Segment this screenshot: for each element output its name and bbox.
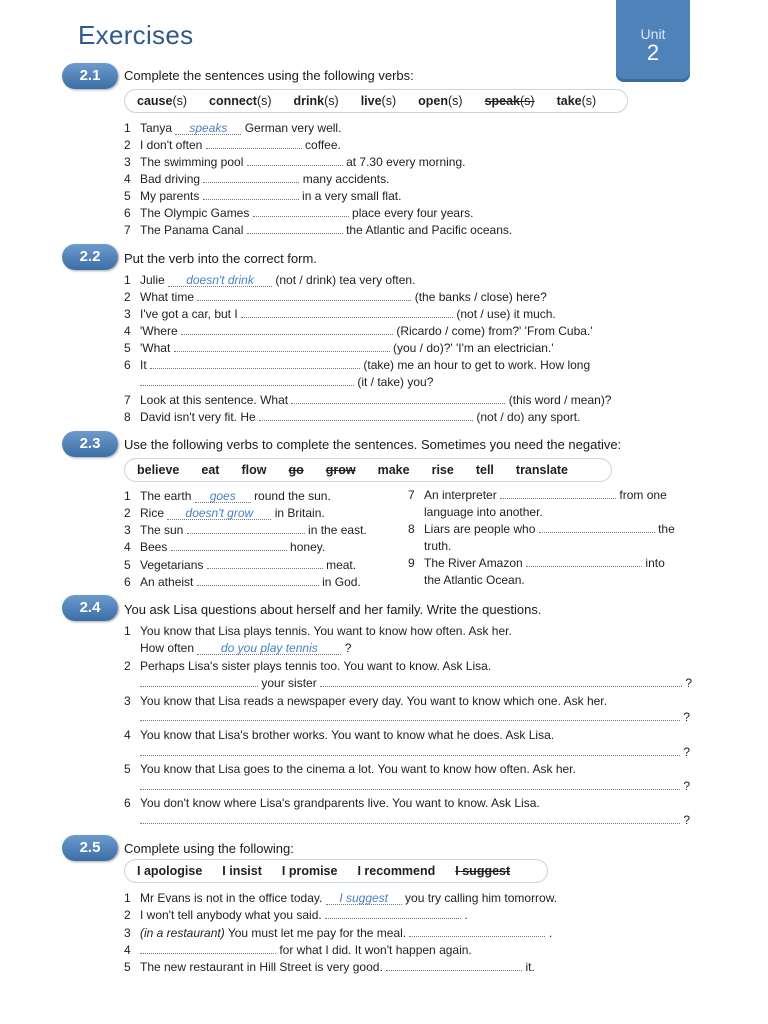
blank-line[interactable] xyxy=(140,779,680,790)
exercise-line: 1 The earth goes round the sun. xyxy=(124,489,331,503)
exercise-line: 3 The swimming pool at 7.30 every morning. xyxy=(124,155,466,169)
page-title: Exercises xyxy=(78,20,194,50)
exercise-line: 6 The Olympic Games place every four years. xyxy=(124,206,474,220)
exercise-line: (it / take) you? xyxy=(124,375,433,389)
answer-text: do you play tennis xyxy=(197,642,341,655)
blank-line[interactable] xyxy=(386,960,522,971)
exercise-line-answer: ? xyxy=(124,745,690,759)
verb-word: drink(s) xyxy=(293,94,339,108)
blank-line[interactable] xyxy=(140,375,354,386)
exercise-line: 6 An atheist in God. xyxy=(124,575,361,589)
verb-box-2-3 xyxy=(124,458,612,482)
exercise-line-cont: truth. xyxy=(424,539,452,553)
exercise-line: 7 An interpreter from one xyxy=(408,488,667,502)
exercise-line: 7 The Panama Canal the Atlantic and Pacific oceans. xyxy=(124,223,513,237)
blank-line[interactable] xyxy=(187,523,305,534)
exercise-line: 2 What time (the banks / close) here? xyxy=(124,290,547,304)
blank-line[interactable] xyxy=(325,908,461,919)
exercise-badge-2-4: 2.4 xyxy=(62,595,118,621)
verb-word: translate xyxy=(515,463,569,477)
exercise-badge-2-2: 2.2 xyxy=(62,244,118,270)
exercise-line: 4 You know that Lisa's brother works. You want to know what he does. Ask Lisa. xyxy=(124,728,555,742)
blank-line[interactable] xyxy=(140,676,258,687)
exercise-line: 2 Rice doesn't grow in Britain. xyxy=(124,506,325,520)
exercise-line: 3 You know that Lisa reads a newspaper every day. You want to know which one. Ask her. xyxy=(124,694,607,708)
verb-word: connect(s) xyxy=(209,94,272,108)
exercise-line: 2 I don't often coffee. xyxy=(124,138,341,152)
verb-word: rise xyxy=(431,463,454,477)
phrase-word: I promise xyxy=(281,864,338,878)
exercise-line: 6 It (take) me an hour to get to work. How long xyxy=(124,358,591,372)
exercise-badge-2-5: 2.5 xyxy=(62,835,118,861)
blank-line[interactable] xyxy=(140,745,680,756)
exercise-line: 4 Bad driving many accidents. xyxy=(124,172,390,186)
blank-line[interactable] xyxy=(197,575,319,586)
blank-line[interactable] xyxy=(140,943,276,954)
blank-line[interactable] xyxy=(253,206,349,217)
exercise-line: 5 My parents in a very small flat. xyxy=(124,189,402,203)
exercise-line: 1 Mr Evans is not in the office today. I suggest you try calling him tomorrow. xyxy=(124,891,558,905)
verb-word: cause(s) xyxy=(137,94,188,108)
blank-line[interactable] xyxy=(203,172,299,183)
blank-line[interactable] xyxy=(197,290,411,301)
blank-line[interactable] xyxy=(171,540,287,551)
verb-word: take(s) xyxy=(556,94,597,108)
exercise-badge-2-1: 2.1 xyxy=(62,63,118,89)
blank-line[interactable] xyxy=(409,926,545,937)
answer-text: speaks xyxy=(175,122,241,135)
answer-text: doesn't grow xyxy=(167,507,271,520)
phrase-word-used: I suggest xyxy=(455,864,511,878)
blank-line[interactable] xyxy=(291,393,505,404)
verb-word: live(s) xyxy=(360,94,397,108)
instruction-2-1: Complete the sentences using the following verbs: xyxy=(124,68,414,83)
verb-word: flow xyxy=(241,463,267,477)
exercise-line: 2 I won't tell anybody what you said. . xyxy=(124,908,468,922)
instruction-2-2: Put the verb into the correct form. xyxy=(124,251,317,266)
exercise-line-answer: ? xyxy=(124,710,690,724)
exercise-line: 5 'What (you / do)?' 'I'm an electrician.' xyxy=(124,341,554,355)
verb-word: eat xyxy=(201,463,220,477)
exercise-line: 1 Tanya speaks German very well. xyxy=(124,121,342,135)
exercise-line: 3 (in a restaurant) You must let me pay for the meal. . xyxy=(124,926,553,940)
unit-label: Unit xyxy=(640,26,666,42)
blank-line[interactable] xyxy=(320,676,682,687)
unit-number: 2 xyxy=(646,40,660,65)
exercise-line: 8 David isn't very fit. He (not / do) any sport. xyxy=(124,410,581,424)
exercise-line: 5 The new restaurant in Hill Street is very good. it. xyxy=(124,960,535,974)
blank-line[interactable] xyxy=(174,341,390,352)
blank-line[interactable] xyxy=(259,410,473,421)
verb-word-used: speak(s) xyxy=(484,94,535,108)
blank-line[interactable] xyxy=(247,155,343,166)
blank-line[interactable] xyxy=(206,138,302,149)
exercise-line: 2 Perhaps Lisa's sister plays tennis too. You want to know. Ask Lisa. xyxy=(124,659,492,673)
blank-line[interactable] xyxy=(539,522,655,533)
verb-word: tell xyxy=(475,463,494,477)
exercise-line: 4 'Where (Ricardo / come) from?' 'From Cuba.' xyxy=(124,324,593,338)
exercise-line: 5 Vegetarians meat. xyxy=(124,558,357,572)
answer-text: I suggest xyxy=(326,892,402,905)
phrase-box-2-5 xyxy=(124,859,548,883)
exercise-line-cont: the Atlantic Ocean. xyxy=(424,573,525,587)
verb-word-used: grow xyxy=(325,463,356,477)
exercise-line: 5 You know that Lisa goes to the cinema a lot. You want to know how often. Ask her. xyxy=(124,762,576,776)
phrase-word: I recommend xyxy=(357,864,436,878)
blank-line[interactable] xyxy=(150,358,360,369)
phrase-word: I apologise xyxy=(137,864,203,878)
verb-word: make xyxy=(377,463,410,477)
blank-line[interactable] xyxy=(140,710,680,721)
exercise-line: 3 I've got a car, but I (not / use) it much. xyxy=(124,307,556,321)
exercise-line-answer: your sister ? xyxy=(124,676,692,690)
blank-line[interactable] xyxy=(241,307,453,318)
instruction-2-4: You ask Lisa questions about herself and her family. Write the questions. xyxy=(124,602,542,617)
blank-line[interactable] xyxy=(526,556,642,567)
unit-tab xyxy=(616,0,690,82)
blank-line[interactable] xyxy=(181,324,393,335)
exercise-line: 4 Bees honey. xyxy=(124,540,326,554)
phrase-word: I insist xyxy=(222,864,262,878)
exercise-line: 8 Liars are people who the xyxy=(408,522,675,536)
exercise-line: 4 for what I did. It won't happen again. xyxy=(124,943,472,957)
answer-text: doesn't drink xyxy=(168,274,272,287)
verb-word: believe xyxy=(137,463,180,477)
instruction-2-5: Complete using the following: xyxy=(124,841,294,856)
answer-text: goes xyxy=(195,490,251,503)
exercise-line-cont: language into another. xyxy=(424,505,543,519)
exercise-line-answer: How often do you play tennis ? xyxy=(140,641,352,655)
exercise-badge-2-3: 2.3 xyxy=(62,431,118,457)
exercise-line-answer: ? xyxy=(124,779,690,793)
exercise-line: 1 You know that Lisa plays tennis. You want to know how often. Ask her. xyxy=(124,624,512,638)
exercise-line: 1 Julie doesn't drink (not / drink) tea very often. xyxy=(124,273,416,287)
exercise-line: 3 The sun in the east. xyxy=(124,523,367,537)
blank-line[interactable] xyxy=(207,558,323,569)
blank-line[interactable] xyxy=(500,488,616,499)
verb-box-2-1 xyxy=(124,89,628,113)
blank-line[interactable] xyxy=(247,223,343,234)
exercise-line: 9 The River Amazon into xyxy=(408,556,665,570)
instruction-2-3: Use the following verbs to complete the sentences. Sometimes you need the negative: xyxy=(124,437,622,452)
exercise-line: 7 Look at this sentence. What (this word / mean)? xyxy=(124,393,612,407)
exercise-line: 6 You don't know where Lisa's grandparents live. You want to know. Ask Lisa. xyxy=(124,796,540,810)
blank-line[interactable] xyxy=(140,813,680,824)
verb-word: open(s) xyxy=(418,94,463,108)
verb-word-used: go xyxy=(288,463,304,477)
blank-line[interactable] xyxy=(203,189,299,200)
exercise-line-answer: ? xyxy=(124,813,690,827)
